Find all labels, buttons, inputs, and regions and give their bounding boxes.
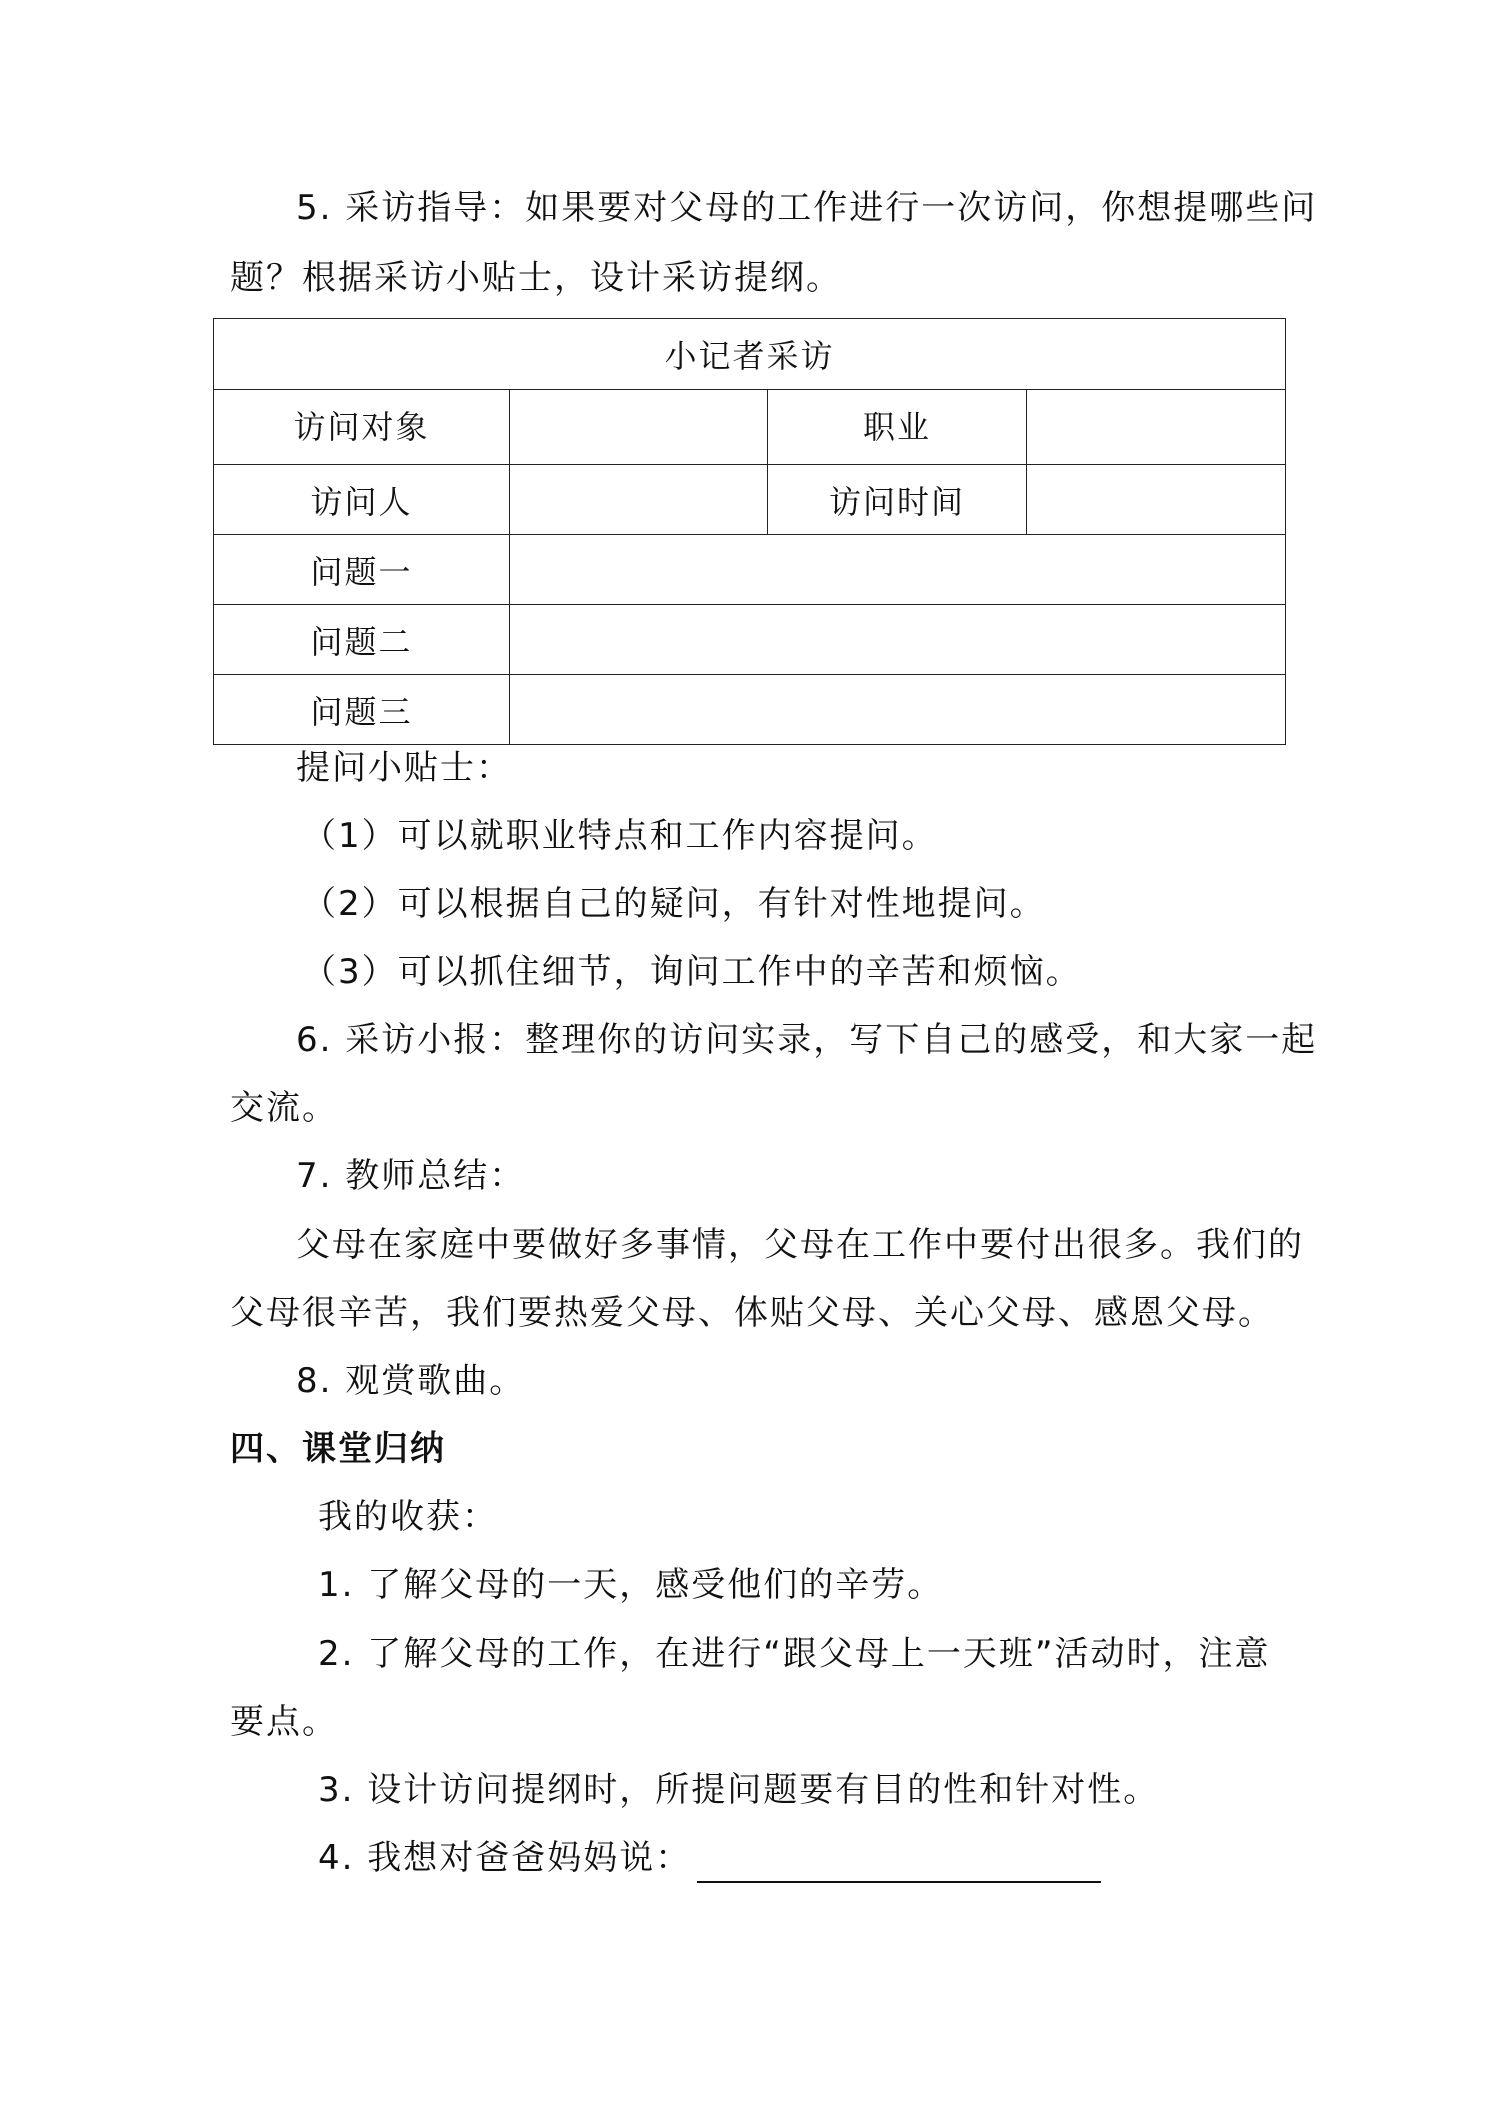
section7-line2: 父母很辛苦，我们要热爱父母、体贴父母、关心父母、感恩父母。 (230, 1293, 1274, 1333)
interviewer-label: 访问人 (214, 465, 510, 535)
part4-heading: 四、课堂归纳 (230, 1429, 446, 1469)
section7-line1: 父母在家庭中要做好多事情，父母在工作中要付出很多。我们的 (296, 1225, 1304, 1265)
subject-value-cell (510, 390, 768, 465)
harvest-item-2-line1: 2. 了解父母的工作，在进行“跟父母上一天班”活动时，注意 (318, 1634, 1271, 1674)
section6-line2: 交流。 (230, 1088, 338, 1128)
question2-answer-cell (510, 605, 1286, 675)
subject-label: 访问对象 (214, 390, 510, 465)
tip-item: （1）可以就职业特点和工作内容提问。 (302, 816, 938, 856)
question1-answer-cell (510, 535, 1286, 605)
harvest-title: 我的收获： (318, 1497, 498, 1537)
section6-line1: 6. 采访小报：整理你的访问实录，写下自己的感受，和大家一起 (296, 1020, 1318, 1060)
answer-blank-line (697, 1841, 1101, 1883)
harvest-item-4 (318, 1833, 1101, 1883)
harvest-item-2-line2: 要点。 (230, 1702, 338, 1742)
question1-label: 问题一 (214, 535, 510, 605)
tip-item: （3）可以抓住细节，询问工作中的辛苦和烦恼。 (302, 952, 1082, 992)
section8-title: 8. 观赏歌曲。 (296, 1361, 526, 1401)
harvest-item-3: 3. 设计访问提纲时，所提问题要有目的性和针对性。 (318, 1770, 1160, 1810)
interviewer-value-cell (510, 465, 768, 535)
tip-item: （2）可以根据自己的疑问，有针对性地提问。 (302, 884, 1046, 924)
tips-title: 提问小贴士： (296, 748, 512, 788)
question3-answer-cell (510, 675, 1286, 745)
table-title: 小记者采访 (214, 319, 1286, 390)
time-value-cell (1027, 465, 1286, 535)
question3-label: 问题三 (214, 675, 510, 745)
section5-line2: 题？根据采访小贴士，设计采访提纲。 (230, 258, 842, 298)
interview-table (213, 318, 1286, 745)
job-label: 职业 (768, 390, 1027, 465)
time-label: 访问时间 (768, 465, 1027, 535)
harvest-item-1: 1. 了解父母的一天，感受他们的辛劳。 (318, 1565, 944, 1605)
section5-line1: 5. 采访指导：如果要对父母的工作进行一次访问，你想提哪些问 (296, 188, 1318, 228)
section7-title: 7. 教师总结： (296, 1156, 526, 1196)
job-value-cell (1027, 390, 1286, 465)
question2-label: 问题二 (214, 605, 510, 675)
harvest-item-4-text: 4. 我想对爸爸妈妈说： (318, 1838, 692, 1878)
